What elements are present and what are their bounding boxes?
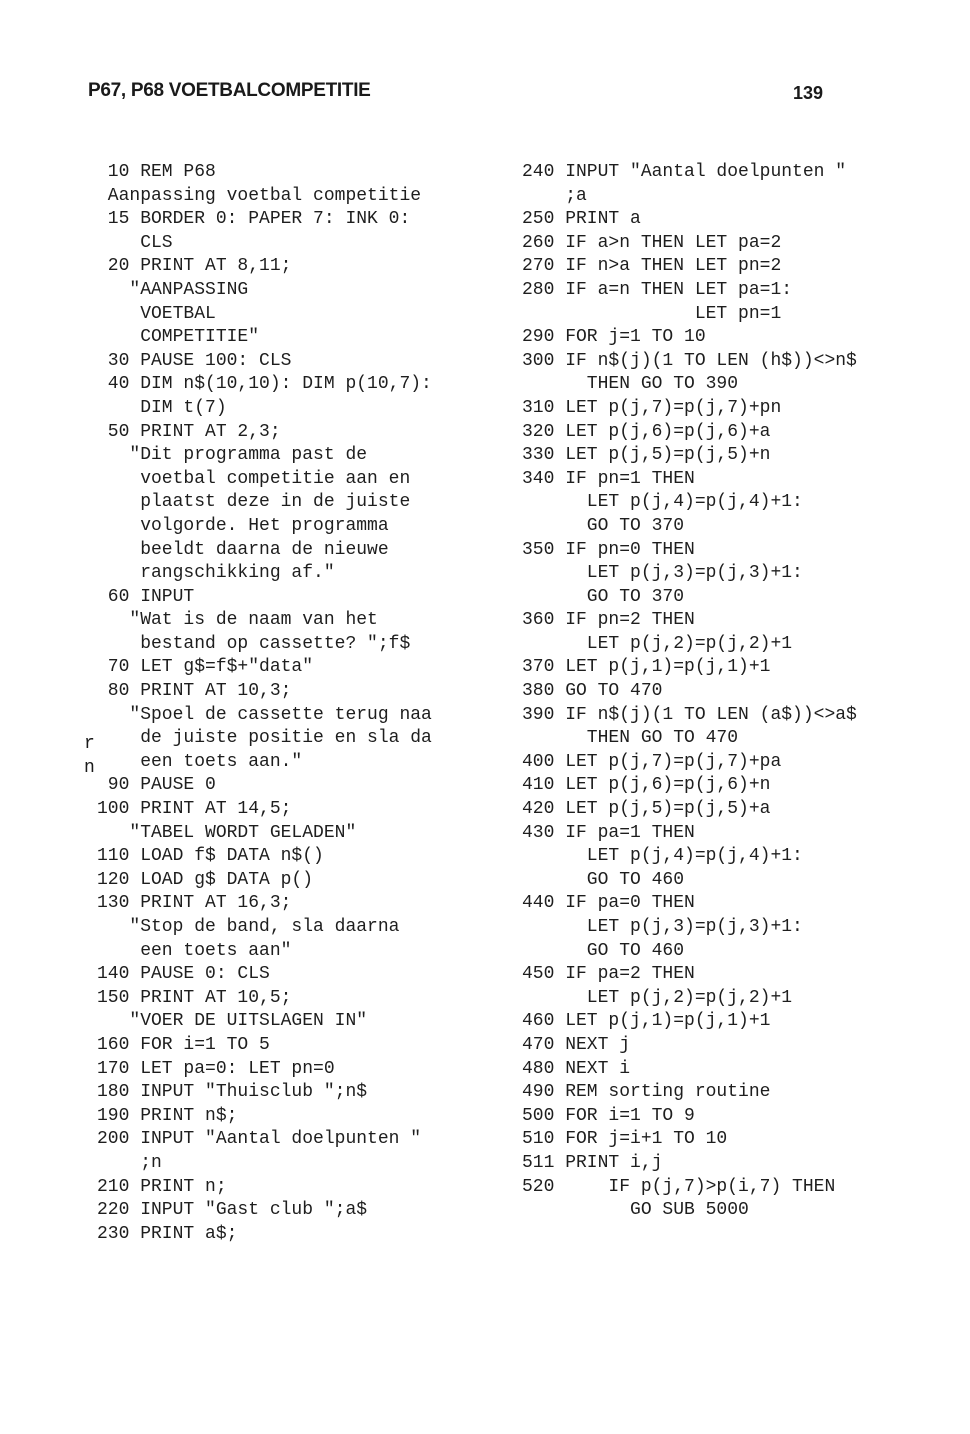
code-line: VOETBAL xyxy=(97,303,216,324)
code-line: "TABEL WORDT GELADEN" xyxy=(97,822,357,843)
code-line: 160 FOR i=1 TO 5 xyxy=(97,1034,270,1055)
code-line: 400 LET p(j,7)=p(j,7)+pa xyxy=(522,751,782,772)
code-line: "AANPASSING xyxy=(97,279,249,300)
code-line: plaatst deze in de juiste xyxy=(97,492,411,513)
code-line: 210 PRINT n; xyxy=(97,1176,227,1197)
code-line: LET p(j,3)=p(j,3)+1: xyxy=(522,563,803,584)
code-line: 230 PRINT a$; xyxy=(97,1223,238,1244)
code-line: 270 IF n>a THEN LET pn=2 xyxy=(522,256,782,277)
code-line: 320 LET p(j,6)=p(j,6)+a xyxy=(522,421,771,442)
code-line: 100 PRINT AT 14,5; xyxy=(97,799,292,820)
code-line: Aanpassing voetbal competitie xyxy=(97,185,422,206)
code-line: GO TO 370 xyxy=(522,586,685,607)
code-line: 280 IF a=n THEN LET pa=1: xyxy=(522,279,793,300)
margin-letter: n xyxy=(84,757,95,778)
code-line: 460 LET p(j,1)=p(j,1)+1 xyxy=(522,1011,771,1032)
code-line: "Wat is de naam van het xyxy=(97,610,378,631)
code-listing-right-column xyxy=(522,161,942,1223)
margin-letters xyxy=(84,733,95,780)
code-line: LET p(j,3)=p(j,3)+1: xyxy=(522,917,803,937)
code-line: CLS xyxy=(97,232,173,253)
code-line: 220 INPUT "Gast club ";a$ xyxy=(97,1200,368,1221)
code-line: LET p(j,4)=p(j,4)+1: xyxy=(522,846,803,867)
code-line: rangschikking af." xyxy=(97,563,335,584)
code-line: 130 PRINT AT 16,3; xyxy=(97,893,292,914)
code-line: 510 FOR j=i+1 TO 10 xyxy=(522,1129,728,1150)
code-line: DIM t(7) xyxy=(97,397,227,418)
code-line: 290 FOR j=1 TO 10 xyxy=(522,327,706,348)
code-line: 300 IF n$(j)(1 TO LEN (h$))<>n$ xyxy=(522,350,857,371)
code-line: 420 LET p(j,5)=p(j,5)+a xyxy=(522,799,771,820)
code-line: 180 INPUT "Thuisclub ";n$ xyxy=(97,1082,368,1103)
code-line: 260 IF a>n THEN LET pa=2 xyxy=(522,232,782,253)
code-line: 480 NEXT i xyxy=(522,1058,631,1079)
code-line: "Spoel de cassette terug naa xyxy=(97,704,432,725)
code-line: voetbal competitie aan en xyxy=(97,468,411,489)
code-line: 150 PRINT AT 10,5; xyxy=(97,987,292,1008)
code-line: THEN GO TO 470 xyxy=(522,728,739,749)
code-line: 470 NEXT j xyxy=(522,1034,631,1055)
code-line: "Dit programma past de xyxy=(97,445,368,466)
code-line: 500 FOR i=1 TO 9 xyxy=(522,1105,695,1126)
code-line: ;a xyxy=(522,185,587,206)
code-line: LET pn=1 xyxy=(522,303,782,324)
code-line: ;n xyxy=(97,1152,162,1173)
code-line: 140 PAUSE 0: CLS xyxy=(97,964,270,985)
margin-letter: r xyxy=(84,734,95,754)
code-line: GO TO 370 xyxy=(522,515,685,536)
code-line: 250 PRINT a xyxy=(522,209,641,230)
code-line: 20 PRINT AT 8,11; xyxy=(97,256,292,277)
code-line: 310 LET p(j,7)=p(j,7)+pn xyxy=(522,397,782,418)
code-line: 10 REM P68 xyxy=(97,162,216,182)
code-line: LET p(j,2)=p(j,2)+1 xyxy=(522,633,793,654)
code-line: GO TO 460 xyxy=(522,869,685,890)
code-line: 170 LET pa=0: LET pn=0 xyxy=(97,1058,335,1079)
code-line: "VOER DE UITSLAGEN IN" xyxy=(97,1011,368,1032)
code-line: beeldt daarna de nieuwe xyxy=(97,539,389,560)
code-line: COMPETITIE" xyxy=(97,327,260,348)
code-line: 360 IF pn=2 THEN xyxy=(522,610,695,631)
code-line: 80 PRINT AT 10,3; xyxy=(97,681,292,702)
code-line: THEN GO TO 390 xyxy=(522,374,739,395)
code-line: 40 DIM n$(10,10): DIM p(10,7): xyxy=(97,374,432,395)
code-line: LET p(j,2)=p(j,2)+1 xyxy=(522,987,793,1008)
code-line: 30 PAUSE 100: CLS xyxy=(97,350,292,371)
code-line: 110 LOAD f$ DATA n$() xyxy=(97,846,324,867)
code-line: 430 IF pa=1 THEN xyxy=(522,822,695,843)
code-line: een toets aan" xyxy=(97,940,292,961)
page-title: P67, P68 VOETBALCOMPETITIE xyxy=(88,80,371,101)
code-line: de juiste positie en sla da xyxy=(97,728,432,749)
code-line: 380 GO TO 470 xyxy=(522,681,663,702)
code-line: 490 REM sorting routine xyxy=(522,1082,771,1103)
code-line: 190 PRINT n$; xyxy=(97,1105,238,1126)
code-line: 330 LET p(j,5)=p(j,5)+n xyxy=(522,445,771,466)
code-line: LET p(j,4)=p(j,4)+1: xyxy=(522,492,803,513)
code-line: 511 PRINT i,j xyxy=(522,1152,663,1173)
code-line: 450 IF pa=2 THEN xyxy=(522,964,695,985)
code-line: 15 BORDER 0: PAPER 7: INK 0: xyxy=(97,209,411,230)
code-line: "Stop de band, sla daarna xyxy=(97,917,400,937)
code-line: 440 IF pa=0 THEN xyxy=(522,893,695,914)
code-line: 370 LET p(j,1)=p(j,1)+1 xyxy=(522,657,771,678)
code-line: een toets aan." xyxy=(97,751,303,772)
code-line: 90 PAUSE 0 xyxy=(97,775,216,796)
code-line: 50 PRINT AT 2,3; xyxy=(97,421,281,442)
code-line: 390 IF n$(j)(1 TO LEN (a$))<>a$ xyxy=(522,704,857,725)
code-line: GO SUB 5000 xyxy=(522,1200,749,1221)
code-line: 120 LOAD g$ DATA p() xyxy=(97,869,314,890)
code-line: 520 IF p(j,7)>p(i,7) THEN xyxy=(522,1176,836,1197)
code-line: 350 IF pn=0 THEN xyxy=(522,539,695,560)
page-number: 139 xyxy=(793,83,824,103)
code-line: 200 INPUT "Aantal doelpunten " xyxy=(97,1129,422,1150)
code-line: 70 LET g$=f$+"data" xyxy=(97,657,314,678)
code-listing-left-column xyxy=(97,161,497,1246)
code-line: 60 INPUT xyxy=(97,586,195,607)
code-line: GO TO 460 xyxy=(522,940,685,961)
code-line: bestand op cassette? ";f$ xyxy=(97,633,411,654)
code-line: volgorde. Het programma xyxy=(97,515,389,536)
code-line: 240 INPUT "Aantal doelpunten " xyxy=(522,162,847,182)
code-line: 410 LET p(j,6)=p(j,6)+n xyxy=(522,775,771,796)
code-line: 340 IF pn=1 THEN xyxy=(522,468,695,489)
